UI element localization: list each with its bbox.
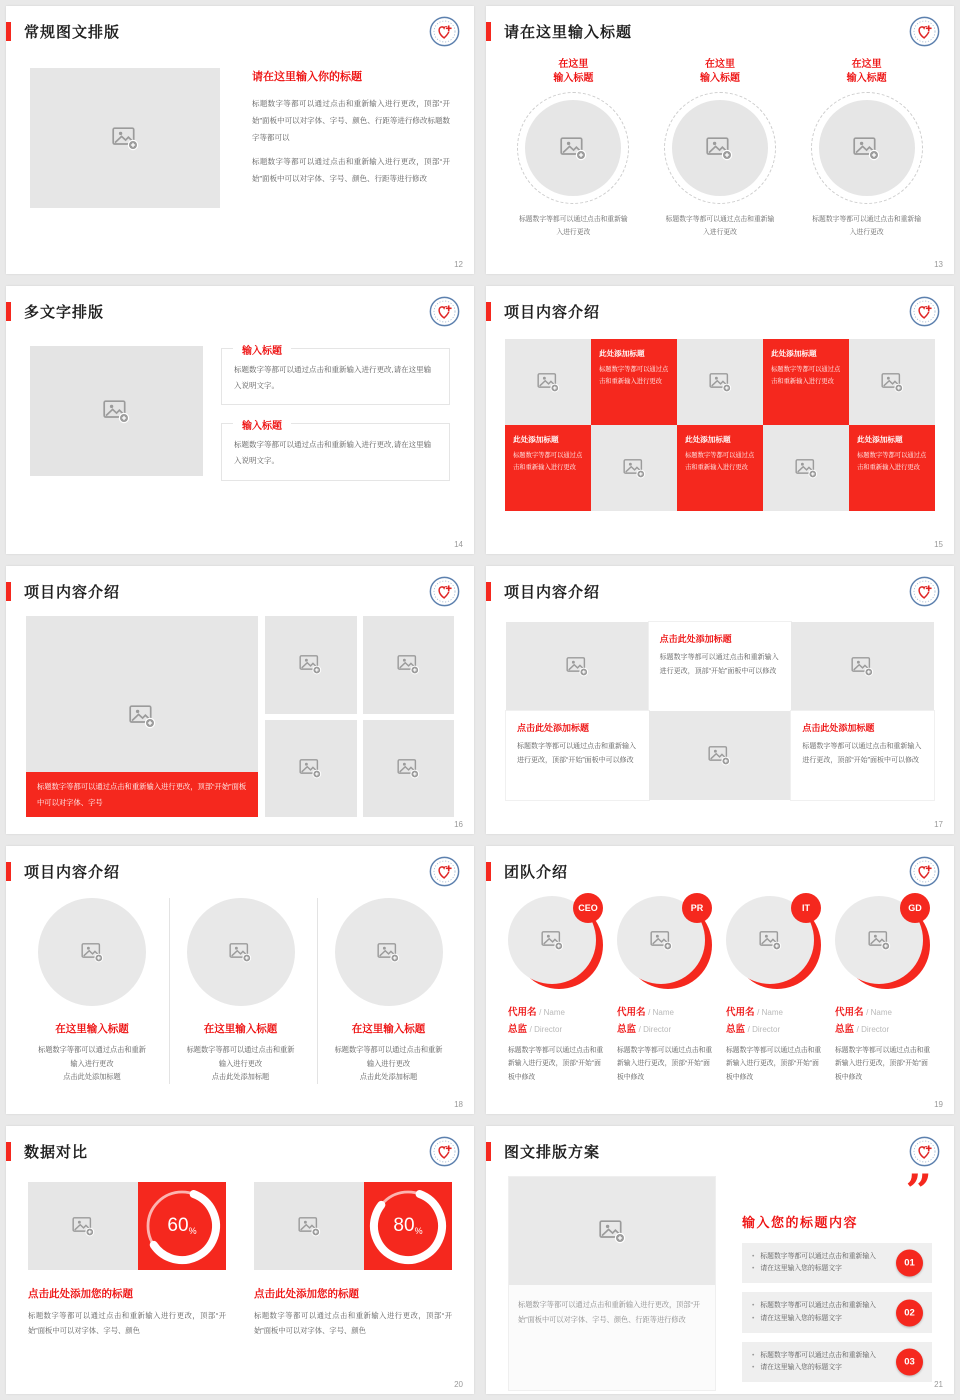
slide-content: [6, 42, 474, 208]
avatar[interactable]: [835, 896, 927, 988]
image-add-icon: [566, 656, 589, 677]
slide-header: [486, 1126, 954, 1162]
image-placeholder[interactable]: [28, 1182, 138, 1270]
image-add-icon: [537, 372, 560, 393]
slide-header: [486, 6, 954, 42]
box-body: 标题数字等都可以通过点击和重新输入进行更改,请在这里输入说明文字。: [234, 440, 432, 466]
image-add-icon: [229, 942, 252, 963]
cell-heading: 此处添加标题: [513, 435, 559, 444]
cell-body: 标题数字等都可以通过点击和重新输入进行更改: [513, 452, 583, 472]
image-placeholder[interactable]: [672, 100, 768, 196]
slide-content: [486, 1162, 954, 1391]
page-number: 12: [454, 260, 463, 269]
text-column: [252, 68, 450, 208]
image-placeholder[interactable]: [677, 339, 763, 425]
slide-header: [6, 566, 474, 602]
image-placeholder[interactable]: [265, 720, 357, 818]
progress-ring-panel: [138, 1182, 226, 1270]
slide-title: 项目内容介绍: [24, 863, 121, 881]
item-heading: 在这里 输入标题: [553, 59, 594, 84]
image-add-icon: [560, 136, 587, 161]
slide-header: [6, 1126, 474, 1162]
content-heading: 请在这里输入你的标题: [252, 71, 362, 83]
image-add-icon: [868, 930, 891, 951]
slide-13[interactable]: [486, 6, 954, 274]
image-add-icon: [759, 930, 782, 951]
image-placeholder[interactable]: [363, 720, 455, 818]
image-placeholder[interactable]: [849, 339, 935, 425]
red-text-cell[interactable]: [505, 425, 591, 511]
slide-content: [6, 602, 474, 817]
slide-15[interactable]: [486, 286, 954, 554]
text-box: [221, 423, 450, 480]
member-body: 标题数字等都可以通过点击和重新输入进行更改，顶部“开始”面板中修改: [835, 1047, 931, 1081]
text-panel: [742, 1164, 932, 1391]
member-role: 总监 / Director: [726, 1024, 781, 1035]
avatar[interactable]: [726, 896, 818, 988]
dashed-ring: [517, 92, 629, 204]
member-name: 代用名 / Name: [617, 1007, 674, 1018]
body-paragraph: 标题数字等都可以通过点击和重新输入进行更改，顶部“开始”面板中可以对字体、字号、颜色、行距等进行修改标题数字等都可以: [252, 99, 450, 142]
member-name: 代用名 / Name: [508, 1007, 565, 1018]
slide-content: [6, 882, 474, 1084]
slide-title: 数据对比: [24, 1143, 89, 1161]
item-heading: 在这里 输入标题: [699, 59, 740, 84]
cell-body: 标题数字等都可以通过点击和重新输入进行更改: [599, 366, 669, 386]
role-badge: IT: [791, 893, 821, 923]
circle-item: [317, 898, 459, 1084]
image-placeholder[interactable]: [363, 616, 455, 714]
item-heading: 在这里输入标题: [203, 1023, 278, 1035]
card-heading: 点击此处添加您的标题: [254, 1288, 359, 1300]
dashed-ring: [664, 92, 776, 204]
page-number: 20: [454, 1380, 463, 1389]
red-text-cell[interactable]: [677, 425, 763, 511]
page-number: 16: [454, 820, 463, 829]
bullet-item: • 请在这里输入您的标题文字: [752, 1314, 842, 1322]
red-text-cell[interactable]: [763, 339, 849, 425]
slide-header: [486, 286, 954, 322]
image-add-icon: [795, 458, 818, 479]
image-placeholder[interactable]: [30, 346, 203, 476]
bullet-item: • 请在这里输入您的标题文字: [752, 1265, 842, 1273]
slide-header: [486, 566, 954, 602]
image-placeholder[interactable]: [505, 339, 591, 425]
circle-item: [800, 58, 934, 240]
title-accent-bar: [6, 582, 11, 601]
slide-content: [486, 322, 954, 511]
caption-banner: 标题数字等都可以通过点击和重新输入进行更改，顶部“开始”面板中可以对字体、字号: [26, 772, 258, 817]
image-add-icon: [72, 1216, 95, 1237]
percent-label: 60 %: [167, 1215, 197, 1236]
image-add-icon: [377, 942, 400, 963]
cell-heading: 点击此处添加标题: [659, 634, 732, 644]
role-badge: GD: [900, 893, 930, 923]
title-accent-bar: [6, 302, 11, 321]
data-card: [254, 1182, 452, 1270]
slide-12[interactable]: [6, 6, 474, 274]
image-placeholder[interactable]: [525, 100, 621, 196]
team-member-card: [508, 896, 605, 1084]
title-accent-bar: [486, 582, 491, 601]
slide-content: [486, 42, 954, 240]
member-body: 标题数字等都可以通过点击和重新输入进行更改，顶部“开始”面板中修改: [508, 1047, 604, 1081]
slide-14[interactable]: [6, 286, 474, 554]
slide-header: [6, 286, 474, 322]
red-text-cell[interactable]: [591, 339, 677, 425]
image-add-icon: [541, 930, 564, 951]
slide-20[interactable]: [6, 1126, 474, 1394]
item-heading: 在这里输入标题: [55, 1023, 129, 1035]
bullet-item: • 标题数字等都可以通过点击和重新输入: [752, 1253, 876, 1260]
image-placeholder[interactable]: [265, 616, 357, 714]
image-add-icon: [299, 654, 322, 675]
slide-title: 请在这里输入标题: [504, 23, 633, 41]
card-body: 标题数字等都可以通过点击和重新输入进行更改，顶部“开始”面板中可以对字体、字号、颜色: [28, 1311, 226, 1335]
image-placeholder[interactable]: [591, 425, 677, 511]
item-body: 标题数字等都可以通过点击和重新输入进行更改 点击此处添加标题: [38, 1045, 146, 1082]
page-number: 18: [454, 1100, 463, 1109]
title-accent-bar: [486, 1142, 491, 1161]
image-placeholder[interactable]: [649, 711, 792, 800]
cell-heading: 此处添加标题: [685, 435, 731, 444]
image-placeholder[interactable]: [187, 898, 295, 1006]
avatar[interactable]: [617, 896, 709, 988]
cell-body: 标题数字等都可以通过点击和重新输入进行更改，顶部“开始”面板中可以修改: [802, 743, 922, 764]
image-add-icon: [853, 136, 880, 161]
slide-header: [6, 846, 474, 882]
data-card: [28, 1182, 226, 1270]
checkerboard-grid: [505, 339, 935, 511]
title-accent-bar: [6, 862, 11, 881]
image-placeholder[interactable]: [254, 1182, 364, 1270]
slide-18[interactable]: [6, 846, 474, 1114]
cell-body: 标题数字等都可以通过点击和重新输入进行更改，顶部“开始”面板中可以修改: [659, 654, 779, 675]
slide-title: 项目内容介绍: [504, 583, 601, 601]
circle-item: [653, 58, 787, 240]
image-placeholder[interactable]: [506, 622, 649, 711]
page-number: 21: [934, 1380, 943, 1389]
box-body: 标题数字等都可以通过点击和重新输入进行更改,请在这里输入说明文字。: [234, 365, 432, 391]
image-add-icon: [112, 126, 139, 151]
progress-ring-panel: [364, 1182, 452, 1270]
avatar[interactable]: [508, 896, 600, 988]
item-body: 标题数字等都可以通过点击和重新输入进行更改 点击此处添加标题: [186, 1045, 295, 1082]
member-name: 代用名 / Name: [726, 1007, 783, 1018]
slide-header: [486, 846, 954, 882]
title-accent-bar: [486, 302, 491, 321]
slide-16[interactable]: [6, 566, 474, 834]
slide-17[interactable]: [486, 566, 954, 834]
text-column: [221, 346, 450, 481]
text-cell[interactable]: [791, 711, 934, 800]
slide-content: [486, 602, 954, 800]
image-add-icon: [397, 654, 420, 675]
image-placeholder[interactable]: [763, 425, 849, 511]
image-add-icon: [708, 745, 731, 766]
image-add-icon: [851, 656, 874, 677]
slide-21[interactable]: [486, 1126, 954, 1394]
cell-heading: 此处添加标题: [599, 349, 645, 358]
page-number: 13: [934, 260, 943, 269]
cell-heading: 点击此处添加标题: [802, 723, 875, 733]
card-body: 标题数字等都可以通过点击和重新输入进行更改，顶部“开始”面板中可以对字体、字号、颜色: [254, 1311, 452, 1335]
image-placeholder-large[interactable]: [26, 616, 258, 817]
image-placeholder[interactable]: [791, 622, 934, 711]
image-add-icon: [298, 1216, 321, 1237]
slide-title: 多文字排版: [24, 303, 105, 321]
image-add-icon: [397, 758, 420, 779]
item-heading: 在这里 输入标题: [846, 59, 887, 84]
numbered-list-row[interactable]: [742, 1292, 932, 1332]
circle-item: [21, 898, 163, 1084]
cell-heading: 此处添加标题: [857, 435, 903, 444]
image-placeholder[interactable]: [335, 898, 443, 1006]
item-body: 标题数字等都可以通过点击和重新输入进行更改 点击此处添加标题: [334, 1045, 443, 1082]
number-badge: 01: [896, 1250, 923, 1277]
slide-title: 项目内容介绍: [24, 583, 121, 601]
percent-label: 80 %: [393, 1215, 423, 1236]
item-caption: 标题数字等都可以通过点击和重新输入进行更改: [812, 216, 922, 236]
image-placeholder[interactable]: [30, 68, 220, 208]
slide-title: 图文排版方案: [504, 1143, 601, 1161]
circle-item: [169, 898, 311, 1084]
text-cell[interactable]: [506, 711, 649, 800]
bullet-item: • 请在这里输入您的标题文字: [752, 1364, 842, 1372]
title-accent-bar: [486, 22, 491, 41]
slide-19[interactable]: [486, 846, 954, 1114]
numbered-list-row[interactable]: [742, 1342, 932, 1382]
item-caption: 标题数字等都可以通过点击和重新输入进行更改: [518, 216, 628, 236]
page-number: 15: [934, 540, 943, 549]
number-badge: 03: [896, 1349, 923, 1376]
cell-body: 标题数字等都可以通过点击和重新输入进行更改: [857, 452, 927, 472]
member-role: 总监 / Director: [508, 1024, 563, 1035]
image-add-icon: [599, 1219, 626, 1244]
image-add-icon: [103, 399, 130, 424]
bullet-item: • 标题数字等都可以通过点击和重新输入: [752, 1351, 876, 1359]
image-add-icon: [881, 372, 904, 393]
image-placeholder[interactable]: [38, 898, 146, 1006]
slide-header: [6, 6, 474, 42]
image-add-icon: [299, 758, 322, 779]
image-add-icon: [129, 704, 156, 729]
number-badge: 02: [896, 1299, 923, 1326]
image-add-icon: [81, 942, 104, 963]
card-heading: 点击此处添加您的标题: [28, 1288, 133, 1300]
text-box: [221, 348, 450, 405]
member-role: 总监 / Director: [617, 1024, 672, 1035]
bullet-item: • 标题数字等都可以通过点击和重新输入: [752, 1302, 876, 1310]
title-accent-bar: [6, 1142, 11, 1161]
image-add-icon: [706, 136, 733, 161]
body-paragraph: 标题数字等都可以通过点击和重新输入进行更改，顶部“开始”面板中可以对字体、字号、颜色、行距等进行修改: [252, 156, 450, 183]
image-placeholder[interactable]: [509, 1177, 715, 1285]
item-caption: 标题数字等都可以通过点击和重新输入进行更改: [665, 216, 775, 236]
thumbnail-grid: [265, 616, 454, 817]
image-placeholder[interactable]: [819, 100, 915, 196]
image-caption: 标题数字等都可以通过点击和重新输入进行更改，顶部“开始”面板中可以对字体、字号、颜色、行距等进行修改: [518, 1300, 701, 1325]
slide-title: 项目内容介绍: [504, 303, 601, 321]
image-add-icon: [650, 930, 673, 951]
cell-body: 标题数字等都可以通过点击和重新输入进行更改: [771, 366, 841, 386]
text-cell[interactable]: [649, 622, 792, 711]
team-member-card: [726, 896, 823, 1084]
member-role: 总监 / Director: [835, 1024, 890, 1035]
image-panel: [508, 1176, 716, 1391]
image-add-icon: [709, 372, 732, 393]
team-member-card: [617, 896, 714, 1084]
cell-body: 标题数字等都可以通过点击和重新输入进行更改: [685, 452, 755, 472]
comparison-column: [254, 1182, 452, 1338]
cell-heading: 此处添加标题: [771, 349, 817, 358]
slide-title: 团队介绍: [504, 863, 569, 881]
red-text-cell[interactable]: [849, 425, 935, 511]
member-body: 标题数字等都可以通过点击和重新输入进行更改，顶部“开始”面板中修改: [726, 1047, 822, 1081]
page-number: 14: [454, 540, 463, 549]
quote-icon: ”: [905, 1164, 930, 1218]
circle-item: [506, 58, 640, 240]
item-heading: 在这里输入标题: [351, 1023, 426, 1035]
dashed-ring: [811, 92, 923, 204]
member-body: 标题数字等都可以通过点击和重新输入进行更改，顶部“开始”面板中修改: [617, 1047, 713, 1081]
alternating-grid: [506, 622, 934, 800]
slide-title: 常规图文排版: [24, 23, 121, 41]
box-heading: 输入标题: [233, 417, 291, 432]
member-name: 代用名 / Name: [835, 1007, 892, 1018]
slide-content: [6, 322, 474, 481]
cell-heading: 点击此处添加标题: [517, 723, 590, 733]
slide-content: [6, 1162, 474, 1338]
panel-heading: 输入您的标题内容: [742, 1215, 859, 1230]
slide-content: [486, 882, 954, 1084]
cell-body: 标题数字等都可以通过点击和重新输入进行更改，顶部“开始”面板中可以修改: [517, 743, 636, 764]
comparison-column: [28, 1182, 226, 1338]
role-badge: CEO: [573, 893, 603, 923]
title-accent-bar: [6, 22, 11, 41]
role-badge: PR: [682, 893, 712, 923]
page-number: 19: [934, 1100, 943, 1109]
team-member-card: [835, 896, 932, 1084]
image-add-icon: [623, 458, 646, 479]
numbered-list-row[interactable]: [742, 1243, 932, 1283]
box-heading: 输入标题: [233, 342, 291, 357]
page-number: 17: [934, 820, 943, 829]
title-accent-bar: [486, 862, 491, 881]
